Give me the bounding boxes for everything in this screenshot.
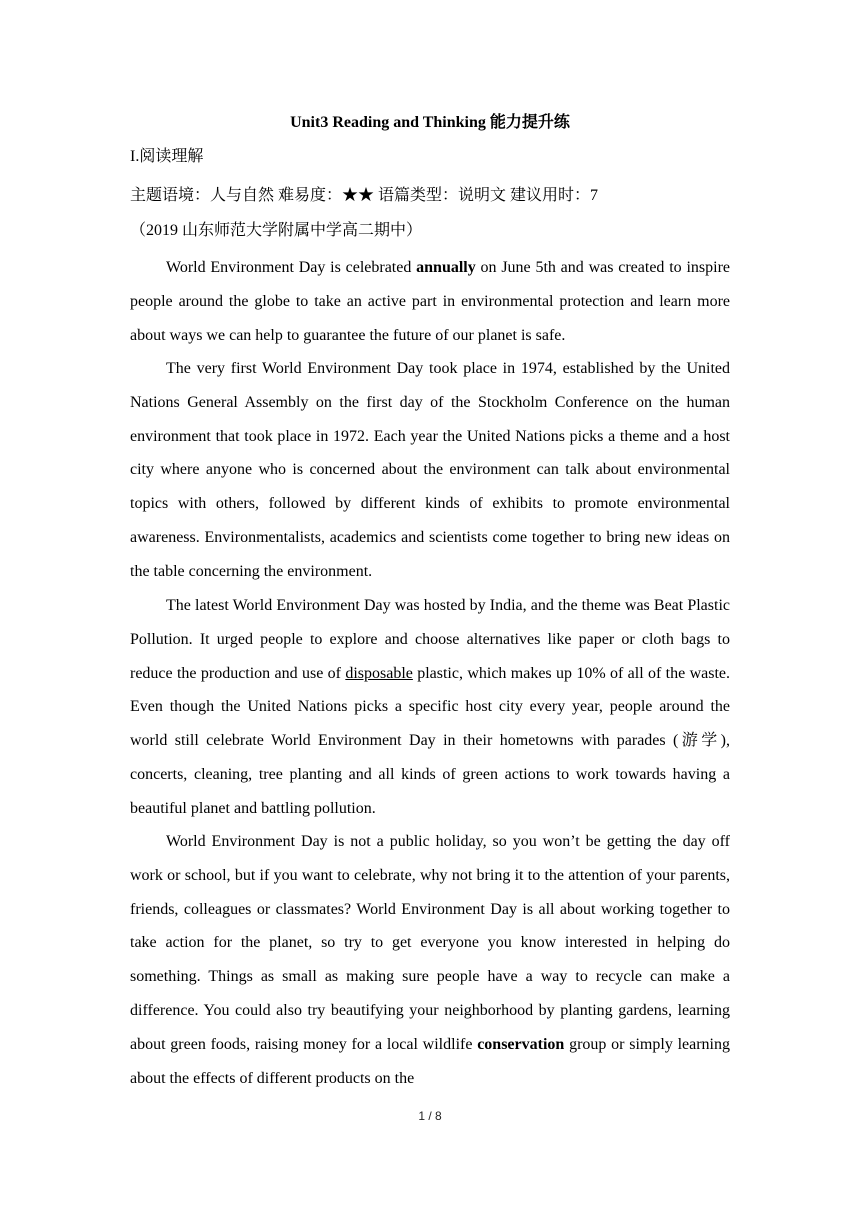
source-note: （2019 山东师范大学附属中学高二期中）	[130, 222, 423, 239]
paragraph-3	[130, 589, 730, 826]
keyword-disposable: disposable	[345, 664, 413, 682]
paragraph-4-text-c: group or simply learning about the effects of different products on the	[130, 1035, 731, 1087]
paragraph-4	[130, 825, 730, 1095]
keyword-annually: annually	[416, 259, 476, 276]
section-heading: I.阅读理解	[130, 148, 204, 165]
keyword-conservation: conservation	[477, 1035, 565, 1053]
paragraph-1	[130, 251, 730, 352]
paragraph-1-text-a: World Environment Day is celebrated	[166, 259, 417, 276]
paragraph-2: The very first World Environment Day took place in 1974, established by the United Nations General Assembly on the first day of the Stockholm Conference on the human environment that took place in 1972. Each year the United Nations picks a theme and a host city where anyone who is concerned about the environment can talk about environmental topics with others, followed by different kinds of exhibits to promote environmental awareness. Environmentalists, academics and scientists come together to bring new ideas on the table concerning the environment.	[130, 360, 730, 580]
exercise-meta: 主题语境：人与自然 难易度：★★ 语篇类型：说明文 建议用时：7	[130, 187, 599, 204]
paragraph-3-text-a: The latest World Environment Day was hosted by India, and the theme was Beat Plastic Pollution. It urged people to explore and choose alternatives like paper or cloth bags to reduce the production and use of	[130, 597, 730, 682]
paragraph-3-text-c: plastic, which makes up 10% of all of the waste. Even though the United Nations picks a specific host city every year, people around the world still celebrate World Environment Day in their hometowns with parades (游学), concerts, cleaning, tree planting and all kinds of green actions to work towards having a beautiful planet and battling pollution.	[130, 664, 730, 817]
document-title: Unit3 Reading and Thinking 能力提升练	[290, 114, 570, 131]
page-number: 1 / 8	[418, 1109, 442, 1123]
paragraph-4-text-a: World Environment Day is not a public holiday, so you won’t be getting the day off work or school, but if you want to celebrate, why not bring it to the attention of your parents, friends, colleagues or classmates? World Environment Day is all about working together to take action for the planet, so try to get everyone you know interested in helping do something. Things as small as making sure people have a way to recycle can make a difference. You could also try beautifying your neighborhood by planting gardens, learning about green foods, raising money for a local wildlife	[130, 833, 730, 1053]
paragraph-1-text-c: on June 5th and was created to inspire people around the globe to take an active part in environmental protection and learn more about ways we can help to guarantee the future of our planet is safe.	[130, 259, 731, 344]
